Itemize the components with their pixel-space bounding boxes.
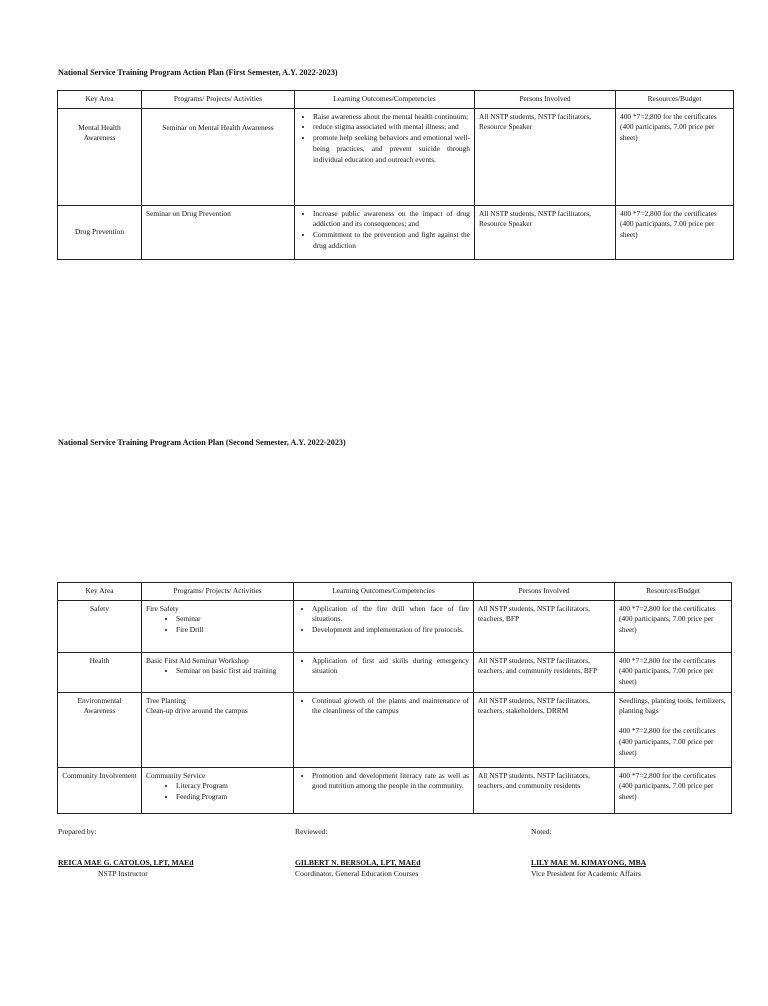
outcomes-cell: [294, 652, 474, 692]
budget-cell: [615, 692, 732, 767]
table-row: [58, 652, 732, 692]
table-header-row: [58, 583, 732, 601]
header-persons: Persons Involved: [474, 583, 615, 601]
signatory-name: REICA MAE G. CATOLOS, LPT, MAEd: [58, 858, 194, 867]
sem2-title: National Service Training Program Action Plan (Second Semester, A.Y. 2022-2023): [58, 438, 346, 447]
header-key-area: Key Area: [58, 91, 142, 109]
outcomes-cell: [294, 767, 474, 813]
header-persons: Persons Involved: [475, 91, 616, 109]
persons-cell: All NSTP students, NSTP facilitators, teachers, stakeholders, DRRM: [474, 692, 615, 767]
key-area-cell: Mental Health Awareness: [58, 108, 142, 205]
signatory-reviewed: [295, 826, 420, 879]
header-programs: Programs/ Projects/ Activities: [142, 583, 294, 601]
key-area-cell: Community Involvement: [58, 767, 142, 813]
header-outcomes: Learning Outcomes/Competencies: [294, 583, 474, 601]
outcomes-cell: [294, 692, 474, 767]
list-item: • Raise awareness about the mental health continuum;: [313, 112, 470, 123]
key-area-cell: Environmental Awareness: [58, 692, 142, 767]
header-key-area: Key Area: [58, 583, 142, 601]
programs-cell: [142, 600, 294, 652]
program-title: Basic First Aid Seminar Workshop: [146, 655, 249, 665]
list-item: • Application of first aid skills during emergency situation: [312, 656, 469, 677]
signatory-role: NSTP Instructor: [98, 869, 148, 878]
table-row: [58, 108, 734, 205]
programs-cell: [142, 692, 294, 767]
outcomes-cell: [294, 600, 474, 652]
list-item: • Commitment to the prevention and fight against the drug addiction: [313, 230, 470, 251]
table-row: [58, 767, 732, 813]
persons-cell: All NSTP students, NSTP facilitators, Resource Speaker: [475, 205, 616, 259]
budget-certificates: 400 *7=2,800 for the certificates (400 participants, 7.00 price per sheet): [619, 726, 716, 757]
list-item: • Increase public awareness on the impact of drug addiction and its consequences; and: [313, 209, 470, 230]
programs-cell: Seminar on Mental Health Awareness: [142, 108, 295, 205]
signatory-label: Prepared by:: [58, 827, 97, 836]
signatory-name: LILY MAE M. KIMAYONG, MBA: [531, 858, 647, 867]
key-area-cell: Health: [58, 652, 142, 692]
list-item: • Application of the fire drill when face of fire situations.: [312, 604, 469, 625]
persons-cell: All NSTP students, NSTP facilitators, teachers, and community residents, BFP: [474, 652, 615, 692]
outcomes-cell: [295, 205, 475, 259]
list-item: • Continual growth of the plants and maintenance of the cleanliness of the campus: [312, 696, 469, 717]
table-row: [58, 692, 732, 767]
programs-cell: [142, 767, 294, 813]
sem1-table: [57, 90, 734, 260]
programs-cell: [142, 652, 294, 692]
header-outcomes: Learning Outcomes/Competencies: [295, 91, 475, 109]
key-area-cell: Safety: [58, 600, 142, 652]
budget-cell: 400 *7=2,800 for the certificates (400 participants, 7.00 price per sheet): [615, 600, 732, 652]
signatory-label: Reviewed:: [295, 827, 328, 836]
budget-cell: 400 *7=2,800 for the certificates (400 participants, 7.00 price per sheet): [616, 205, 734, 259]
table-row: [58, 205, 734, 259]
list-item: • Promotion and development literacy rate as well as good nutrition among the people in the community.: [312, 771, 469, 792]
list-item: • promote help seeking behaviors and emotional well-being practices, and prevent suicide through individual education and outreach events.: [313, 133, 470, 165]
signatory-role: Coordinator, General Education Courses: [295, 869, 419, 878]
key-area-cell: Drug Prevention: [58, 205, 142, 259]
program-title: Community Service: [146, 770, 206, 780]
programs-cell: Seminar on Drug Prevention: [142, 205, 295, 259]
list-item: • reduce stigma associated with mental illness; and: [313, 122, 470, 133]
program-line: Clean-up drive around the campus: [146, 706, 248, 716]
list-item: • Literacy Program: [176, 781, 289, 792]
list-item: • Fire Drill: [176, 625, 289, 636]
budget-materials: Seedlings, planting tools, fertilizers, planting bags: [619, 695, 726, 716]
budget-cell: 400 *7=2,800 for the certificates (400 participants, 7.00 price per sheet): [616, 108, 734, 205]
signatory-role: Vice President for Academic Affairs: [531, 869, 641, 878]
header-budget: Resources/Budget: [615, 583, 732, 601]
header-programs: Programs/ Projects/ Activities: [142, 91, 295, 109]
signatory-noted: [531, 826, 646, 879]
list-item: • Development and implementation of fire protocols.: [312, 625, 469, 636]
list-item: • Feeding Program: [176, 792, 289, 803]
table-row: [58, 600, 732, 652]
list-item: • Seminar: [176, 614, 289, 625]
persons-cell: All NSTP students, NSTP facilitators, teachers, BFP: [474, 600, 615, 652]
table-header-row: [58, 91, 734, 109]
budget-cell: 400 *7=2,800 for the certificates (400 participants, 7.00 price per sheet): [615, 652, 732, 692]
list-item: • Seminar on basic first aid training: [176, 666, 289, 677]
persons-cell: All NSTP students, NSTP facilitators, Resource Speaker: [475, 108, 616, 205]
signatory-prepared: [58, 826, 193, 879]
budget-cell: 400 *7=2,800 for the certificates (400 participants, 7.00 price per sheet): [615, 767, 732, 813]
persons-cell: All NSTP students, NSTP facilitators, teachers, and community residents: [474, 767, 615, 813]
signatory-label: Noted:: [531, 827, 552, 836]
program-title: Fire Safety: [146, 603, 179, 613]
sem1-title: National Service Training Program Action Plan (First Semester, A.Y. 2022-2023): [58, 68, 338, 77]
signatory-name: GILBERT N. BERSOLA, LPT, MAEd: [295, 858, 421, 867]
header-budget: Resources/Budget: [616, 91, 734, 109]
program-title: Tree Planting: [146, 695, 186, 705]
outcomes-cell: [295, 108, 475, 205]
sem2-table: [57, 582, 732, 814]
